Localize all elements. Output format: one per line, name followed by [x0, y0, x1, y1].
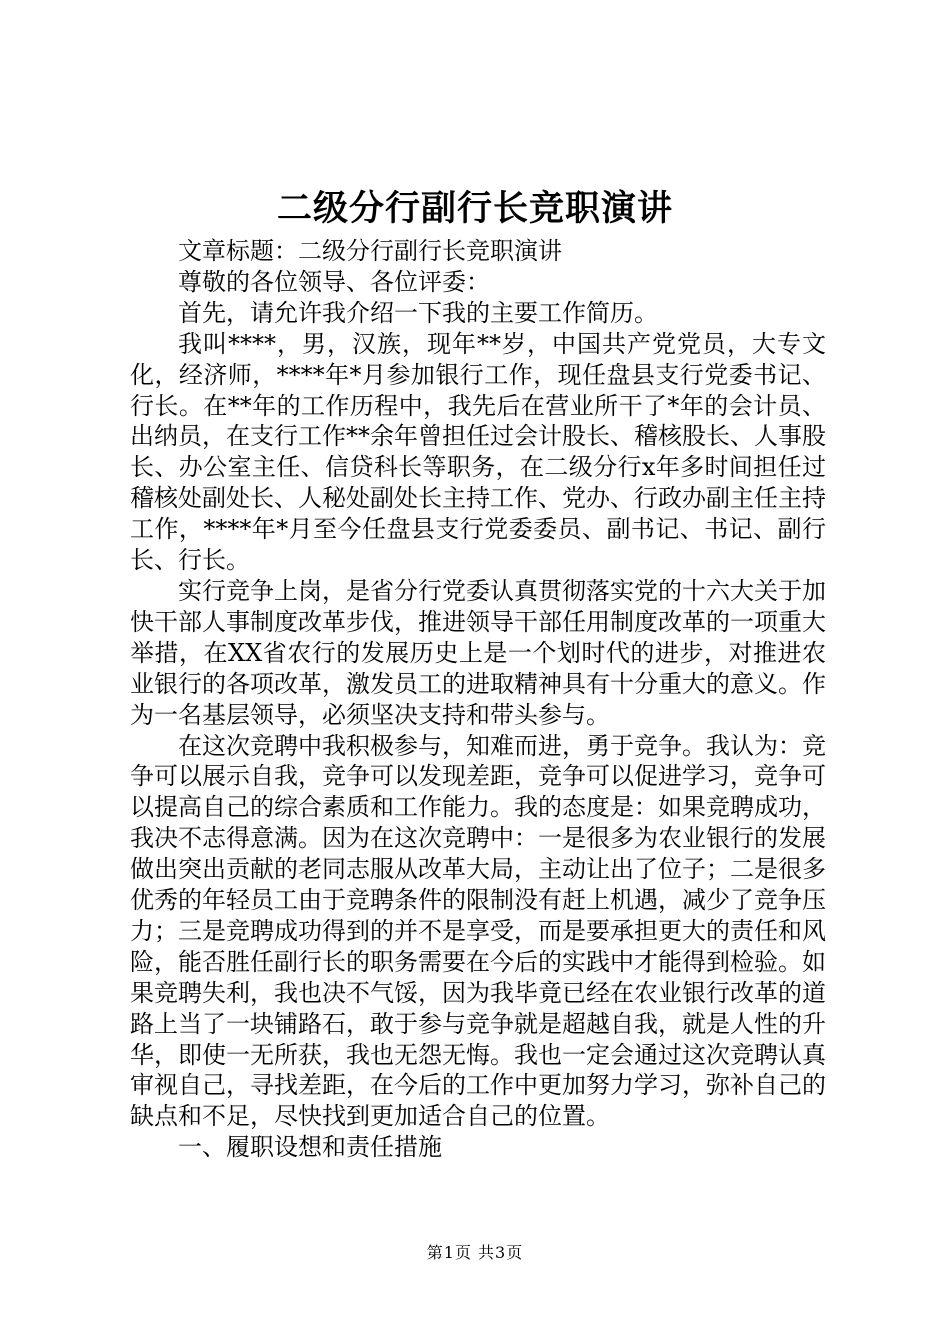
- article-title-line: 文章标题：二级分行副行长竞职演讲: [178, 237, 562, 265]
- attitude-paragraph: 在这次竞聘中我积极参与，知难而进，勇于竞争。我认为：竞争可以展示自我，竞争可以发现差距，竞争可以促进学习，竞争可以提高自己的综合素质和工作能力。我的态度是：如果竞聘成功，我决不志得意满。因为在这次竞聘中：一是很多为农业银行的发展做出突出贡献的老同志服从改革大局，主动让出了位子；二是很多优秀的年轻员工由于竞聘条件的限制没有赶上机遇，减少了竞争压力；三是竞聘成功得到的并不是享受，而是要承担更大的责任和风险，能否胜任副行长的职务需要在今后的实践中才能得到检验。如果竞聘失利，我也决不气馁，因为我毕竟已经在农业银行改革的道路上当了一块铺路石，敢于参与竞争就是超越自我，就是人性的升华，即使一无所获，我也无怨无悔。我也一定会通过这次竞聘认真审视自己，寻找差距，在今后的工作中更加努力学习，弥补自己的缺点和不足，尽快找到更加适合自己的位置。: [130, 731, 826, 1131]
- document-body: [130, 236, 826, 1163]
- reform-paragraph: 实行竞争上岗，是省分行党委认真贯彻落实党的十六大关于加快干部人事制度改革步伐，推进领导干部任用制度改革的一项重大举措，在XX省农行的发展历史上是一个划时代的进步，对推进农业银行的各项改革，激发员工的进取精神具有十分重大的意义。作为一名基层领导，必须坚决支持和带头参与。: [130, 576, 826, 729]
- intro-paragraph: 首先，请允许我介绍一下我的主要工作简历。: [178, 298, 658, 327]
- salutation: 尊敬的各位领导、各位评委：: [178, 267, 490, 296]
- resume-paragraph: 我叫****，男，汉族，现年**岁，中国共产党党员，大专文化，经济师，****年*月参加银行工作，现任盘县支行党委书记、行长。在**年的工作历程中，我先后在营业所干了*年的会计员、出纳员，在支行工作**余年曾担任过会计股长、稽核股长、人事股长、办公室主任、信贷科长等职务，在二级分行x年多时间担任过稽核处副处长、人秘处副处长主持工作、党办、行政办副主任主持工作，****年*月至今任盘县支行党委委员、副书记、书记、副行长、行长。: [130, 329, 826, 575]
- section-heading: 一、履职设想和责任措施: [178, 1133, 442, 1162]
- document-title: 二级分行副行长竞职演讲: [276, 188, 673, 229]
- page-number-footer: 第1页 共3页: [426, 1243, 524, 1262]
